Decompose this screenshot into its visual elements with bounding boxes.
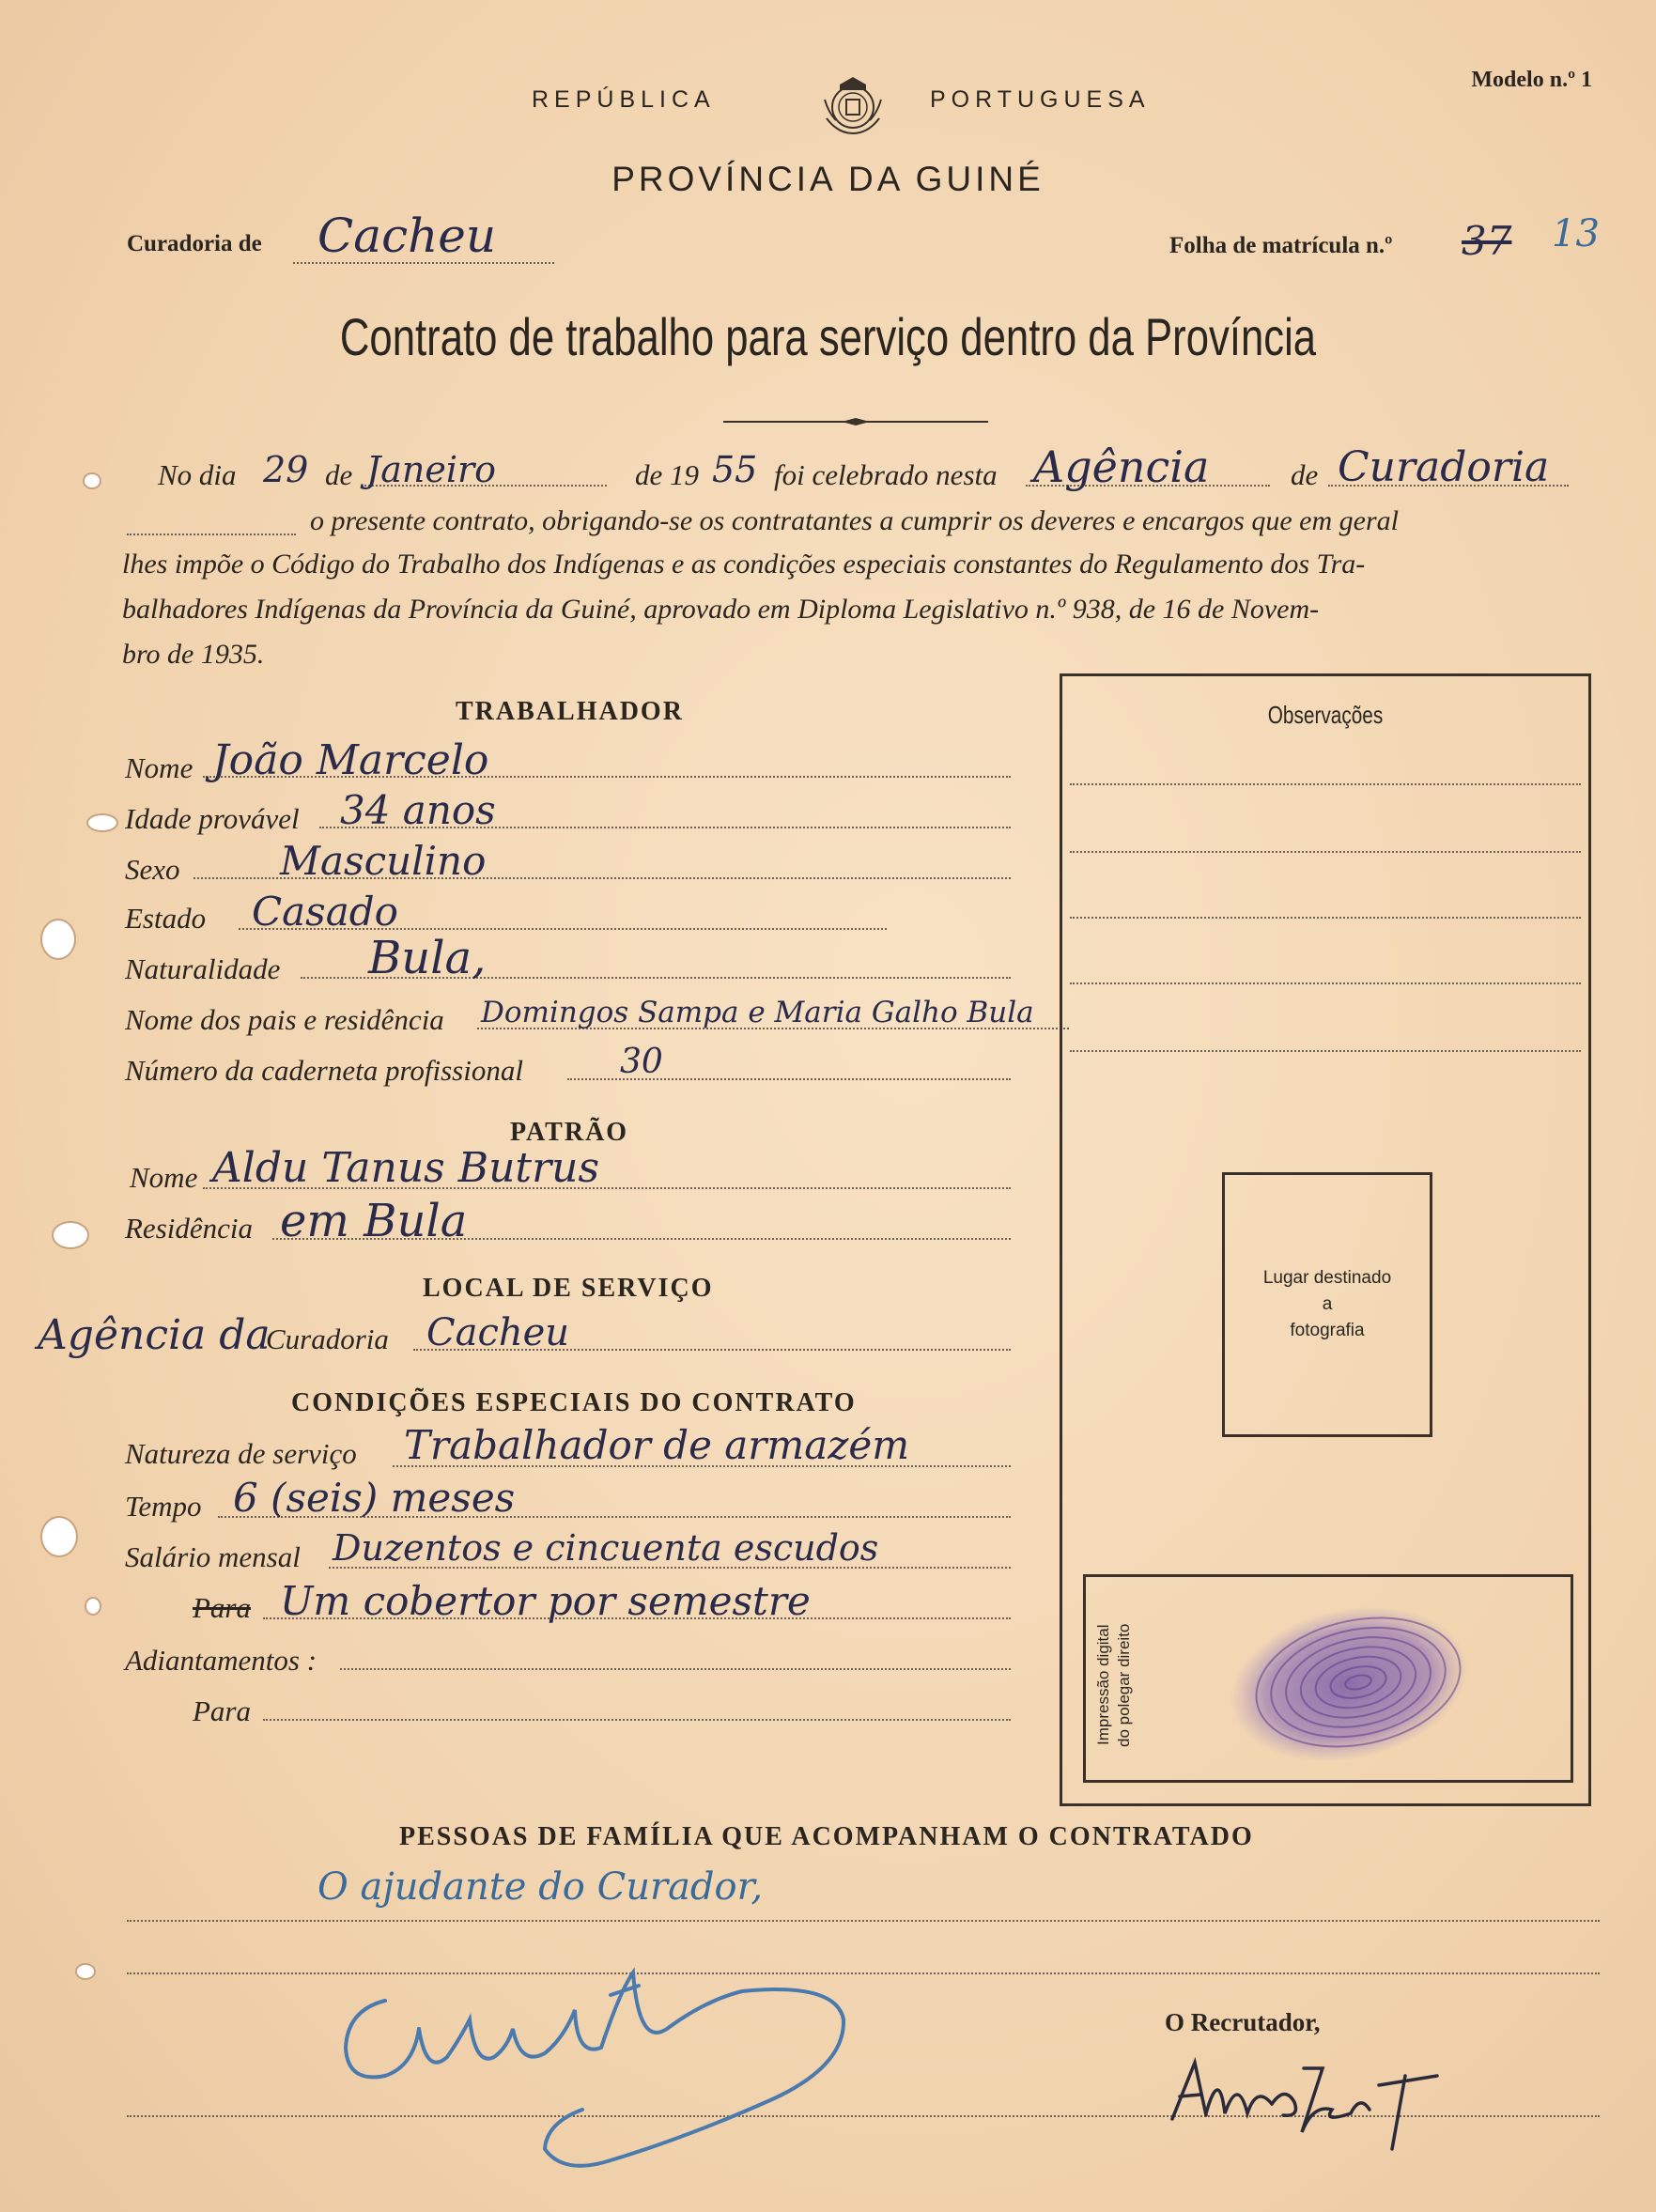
- punch-hole: [52, 1221, 89, 1249]
- trabalhador-heading: TRABALHADOR: [456, 697, 684, 726]
- punch-hole: [75, 1963, 96, 1980]
- worker-parents: Domingos Sampa e Maria Galho Bula: [481, 996, 1034, 1029]
- idade-label: Idade provável: [125, 802, 300, 835]
- local-curadoria-value: Cacheu: [426, 1311, 570, 1354]
- salario-label: Salário mensal: [125, 1540, 301, 1573]
- nome-label: Nome: [125, 751, 193, 784]
- employer-residence: em Bula: [280, 1195, 468, 1247]
- observations-box: [1060, 673, 1591, 1806]
- fingerprint-label-line-1: Impressão digital: [1094, 1624, 1112, 1746]
- residencia-label: Residência: [125, 1212, 254, 1245]
- folha-matricula-label: Folha de matrícula n.º: [1169, 233, 1393, 258]
- intro-de: de: [325, 458, 353, 491]
- recrutador-label: O Recrutador,: [1165, 2008, 1321, 2036]
- service-nature: Trabalhador de armazém: [404, 1422, 910, 1468]
- punch-hole: [40, 919, 76, 960]
- adiantamentos-label: Adiantamentos :: [125, 1644, 317, 1677]
- familia-heading: PESSOAS DE FAMÍLIA QUE ACOMPANHAM O CONTRATADO: [399, 1822, 1254, 1851]
- worker-sex: Masculino: [280, 838, 487, 884]
- title-divider: [723, 413, 988, 421]
- photo-label-line-1: Lugar destinado: [1262, 1268, 1392, 1288]
- intro-de-year: de 19: [635, 458, 700, 491]
- punch-hole: [83, 472, 101, 489]
- estado-label: Estado: [125, 902, 207, 935]
- punch-hole: [86, 813, 118, 832]
- fingerprint-label: [1093, 1605, 1140, 1765]
- sexo-label: Sexo: [125, 853, 180, 886]
- obs-line: [1070, 851, 1581, 853]
- naturalidade-label: Naturalidade: [125, 952, 281, 985]
- natureza-label: Natureza de serviço: [125, 1437, 357, 1470]
- worker-marital-status: Casado: [252, 889, 398, 935]
- model-number: Modelo n.º 1: [1471, 68, 1592, 92]
- folha-struck-number: 37: [1462, 218, 1512, 264]
- caderneta-label: Número da caderneta profissional: [125, 1054, 523, 1087]
- curadoria-value: Cacheu: [317, 209, 497, 263]
- para-label-2: Para: [193, 1694, 251, 1727]
- coat-of-arms-icon: [819, 71, 887, 139]
- recruiter-signature: [1163, 2048, 1463, 2160]
- local-servico-heading: LOCAL DE SERVIÇO: [423, 1274, 714, 1303]
- intro-line-3: lhes impõe o Código do Trabalho dos Indígenas e as condições especiais constantes do Regulamento dos Tra-: [122, 549, 1366, 580]
- intro-place2: Curadoria: [1338, 443, 1550, 491]
- intro-line-4: balhadores Indígenas da Província da Guiné, aprovado em Diploma Legislativo n.º 938, de 16 de Novem-: [122, 594, 1320, 625]
- intro-day: 29: [263, 449, 309, 490]
- republic-left-text: REPÚBLICA: [532, 86, 716, 113]
- obs-line: [1070, 783, 1581, 785]
- curator-signature: [329, 1935, 874, 2189]
- observacoes-label: Observações: [1267, 701, 1384, 729]
- patrao-heading: PATRÃO: [510, 1118, 629, 1147]
- punch-hole: [85, 1597, 101, 1616]
- intro-no-dia: No dia: [158, 458, 237, 491]
- employer-name: Aldu Tanus Butrus: [212, 1144, 600, 1192]
- familia-note: O ajudante do Curador,: [317, 1865, 764, 1909]
- intro-line-5: bro de 1935.: [122, 639, 265, 670]
- intro-line-2: o presente contrato, obrigando-se os contratantes a cumprir os deveres e encargos que em geral: [310, 505, 1399, 536]
- document-title: Contrato de trabalho para serviço dentro da Província: [339, 307, 1317, 366]
- worker-name: João Marcelo: [212, 736, 489, 784]
- republic-right-text: PORTUGUESA: [930, 86, 1151, 113]
- fingerprint-box: [1083, 1574, 1573, 1783]
- familia-line: [127, 1920, 1600, 1922]
- intro-de-2: de: [1291, 458, 1319, 491]
- obs-line: [1070, 917, 1581, 919]
- photo-placeholder: [1222, 1172, 1432, 1437]
- patrao-nome-label: Nome: [130, 1161, 198, 1194]
- intro-year: 55: [712, 449, 758, 490]
- punch-hole: [40, 1516, 78, 1557]
- pais-label: Nome dos pais e residência: [125, 1003, 444, 1036]
- fingerprint-label-line-2: do polegar direito: [1115, 1623, 1133, 1747]
- folha-number: 13: [1552, 212, 1600, 255]
- monthly-salary: Duzentos e cincuenta escudos: [333, 1527, 879, 1569]
- adiantamentos-dotted-line: [340, 1668, 1011, 1670]
- worker-booklet-number: 30: [620, 1043, 663, 1081]
- obs-line: [1070, 982, 1581, 984]
- para-dotted-line-2: [263, 1719, 1011, 1721]
- thumbprint-image: [1208, 1598, 1480, 1767]
- curadoria-label: Curadoria de: [127, 231, 262, 256]
- province-title: PROVÍNCIA DA GUINÉ: [611, 160, 1045, 198]
- worker-age: 34 anos: [340, 787, 496, 833]
- obs-line: [1070, 1050, 1581, 1052]
- intro-place: Agência: [1033, 441, 1210, 492]
- tempo-label: Tempo: [125, 1490, 202, 1523]
- intro-month: Janeiro: [366, 449, 497, 490]
- para-value-1: Um cobertor por semestre: [280, 1578, 811, 1624]
- intro-dotted-line: [127, 534, 296, 535]
- local-servico-prefix: Agência da: [38, 1311, 271, 1359]
- contract-duration: 6 (seis) meses: [233, 1475, 516, 1521]
- local-curadoria-label: Curadoria: [266, 1323, 389, 1355]
- intro-foi-celebrado: foi celebrado nesta: [774, 458, 998, 491]
- condicoes-heading: CONDIÇÕES ESPECIAIS DO CONTRATO: [291, 1388, 857, 1417]
- worker-birthplace: Bula,: [368, 932, 487, 984]
- photo-label-line-2: a: [1322, 1294, 1333, 1314]
- para-label-1: Para: [193, 1591, 251, 1624]
- photo-label-line-3: fotografia: [1290, 1321, 1365, 1340]
